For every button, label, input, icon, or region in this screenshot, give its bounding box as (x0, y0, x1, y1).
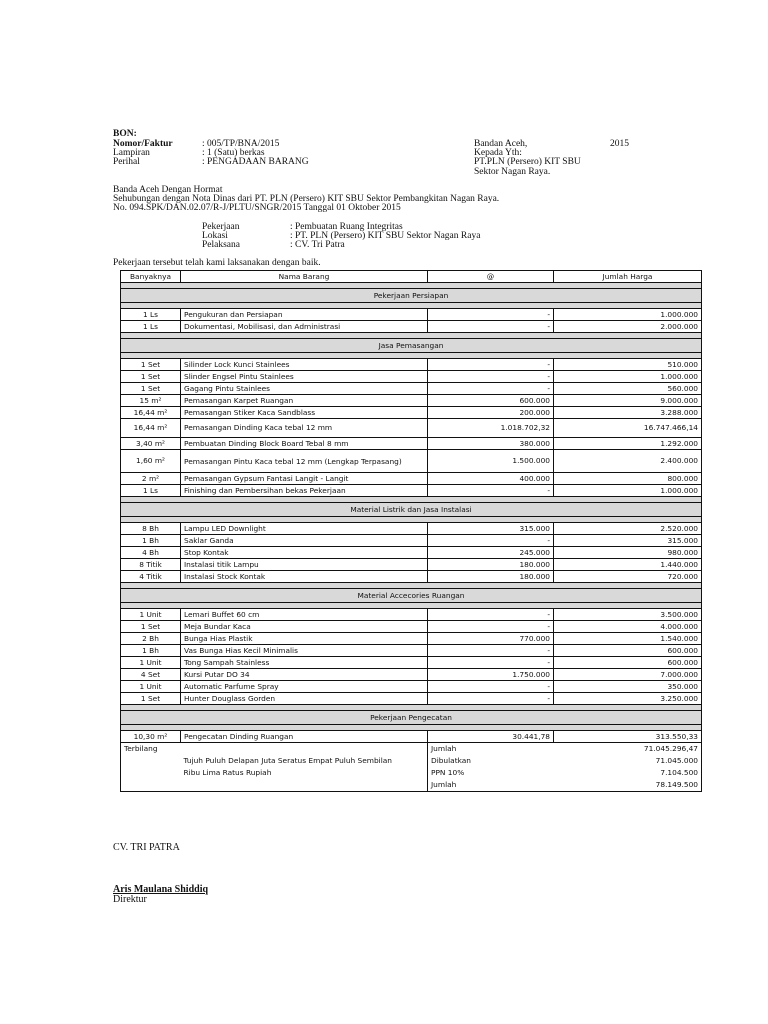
dibulatkan-label: Dibulatkan (428, 755, 554, 767)
lokasi-label: Lokasi (202, 231, 228, 241)
cell-item-name: Pemasangan Pintu Kaca tebal 12 mm (Lengkap Terpasang) (181, 450, 428, 473)
section-header-row (121, 339, 702, 353)
section-header-row (121, 503, 702, 517)
cell-total: 1.000.000 (554, 371, 702, 383)
lampiran-value: : 1 (Satu) berkas (202, 148, 265, 158)
lokasi-value: : PT. PLN (Persero) KIT SBU Sektor Nagan Raya (290, 231, 481, 241)
intro-line-1: Sehubungan dengan Nota Dinas dari PT. PLN (Persero) KIT SBU Sektor Pembangkitan Nagan Raya. (113, 194, 500, 204)
cell-qty: 4 Bh (121, 547, 181, 559)
cell-item-name: Gagang Pintu Stainlees (181, 383, 428, 395)
table-row (121, 485, 702, 497)
recipient-line-2: Sektor Nagan Raya. (474, 167, 551, 177)
table-row (121, 547, 702, 559)
table-row (121, 395, 702, 407)
cell-total: 800.000 (554, 473, 702, 485)
kepada-label: Kepada Yth: (474, 148, 522, 158)
dibulatkan-value: 71.045.000 (554, 755, 702, 767)
cell-qty: 8 Titik (121, 559, 181, 571)
cell-total: 16.747.466,14 (554, 419, 702, 438)
cell-qty: 8 Bh (121, 523, 181, 535)
table-row (121, 419, 702, 438)
terbilang-blank-4 (181, 779, 428, 792)
cell-total: 560.000 (554, 383, 702, 395)
footer-row (121, 743, 702, 756)
table-row (121, 559, 702, 571)
cell-total: 7.000.000 (554, 669, 702, 681)
perihal-label: Perihal (113, 157, 140, 167)
cell-item-name: Finishing dan Pembersihan bekas Pekerjaan (181, 485, 428, 497)
footer-row (121, 767, 702, 779)
cell-unit-price: 180.000 (428, 559, 554, 571)
cell-total: 9.000.000 (554, 395, 702, 407)
pekerjaan-value: : Pembuatan Ruang Integritas (290, 222, 403, 232)
cell-item-name: Pembuatan Dinding Block Board Tebal 8 mm (181, 438, 428, 450)
table-row (121, 383, 702, 395)
cell-item-name: Instalasi Stock Kontak (181, 571, 428, 583)
cell-item-name: Pengecatan Dinding Ruangan (181, 731, 428, 743)
cell-qty: 10,30 m² (121, 731, 181, 743)
footer-row (121, 779, 702, 792)
cell-qty: 1 Bh (121, 645, 181, 657)
cell-unit-price: 1.500.000 (428, 450, 554, 473)
cell-unit-price: 180.000 (428, 571, 554, 583)
jumlah-label: Jumlah (428, 743, 554, 756)
total-label: Jumlah (428, 779, 554, 792)
table-row (121, 633, 702, 645)
cell-total: 1.440.000 (554, 559, 702, 571)
place-date: Bandan Aceh, (474, 139, 528, 149)
table-row (121, 321, 702, 333)
table-row (121, 407, 702, 419)
table-row (121, 609, 702, 621)
cell-unit-price: - (428, 645, 554, 657)
header-jumlah-harga: Jumlah Harga (554, 271, 702, 283)
cell-item-name: Bunga Hias Plastik (181, 633, 428, 645)
cell-unit-price: - (428, 485, 554, 497)
section-title: Pekerjaan Pengecatan (121, 711, 702, 725)
cell-item-name: Meja Bundar Kaca (181, 621, 428, 633)
cell-total: 980.000 (554, 547, 702, 559)
cell-total: 1.000.000 (554, 485, 702, 497)
cell-unit-price: - (428, 657, 554, 669)
table-row (121, 621, 702, 633)
cell-qty: 1 Ls (121, 309, 181, 321)
cell-unit-price: - (428, 609, 554, 621)
table-row (121, 571, 702, 583)
cell-unit-price: 30.441,78 (428, 731, 554, 743)
lampiran-label: Lampiran (113, 148, 150, 158)
cell-qty: 1 Set (121, 621, 181, 633)
cell-unit-price: - (428, 309, 554, 321)
cell-total: 2.400.000 (554, 450, 702, 473)
section-title: Material Accecories Ruangan (121, 589, 702, 603)
cell-qty: 1 Set (121, 371, 181, 383)
header-banyaknya: Banyaknya (121, 271, 181, 283)
terbilang-blank-3 (121, 779, 181, 792)
cell-total: 600.000 (554, 657, 702, 669)
cell-item-name: Stop Kontak (181, 547, 428, 559)
cell-item-name: Tong Sampah Stainless (181, 657, 428, 669)
section-header-row (121, 589, 702, 603)
greeting: Banda Aceh Dengan Hormat (113, 185, 223, 195)
table-row (121, 645, 702, 657)
cell-item-name: Automatic Parfume Spray (181, 681, 428, 693)
cell-unit-price: 1.018.702,32 (428, 419, 554, 438)
cell-unit-price: 600.000 (428, 395, 554, 407)
terbilang-label: Terbilang (121, 743, 181, 756)
cell-item-name: Silinder Lock Kunci Stainlees (181, 359, 428, 371)
cell-total: 350.000 (554, 681, 702, 693)
nomor-value: : 005/TP/BNA/2015 (202, 139, 280, 149)
cell-item-name: Pemasangan Karpet Ruangan (181, 395, 428, 407)
header-nama-barang: Nama Barang (181, 271, 428, 283)
cell-qty: 15 m² (121, 395, 181, 407)
cell-total: 1.000.000 (554, 309, 702, 321)
cell-unit-price: 1.750.000 (428, 669, 554, 681)
cell-total: 1.292.000 (554, 438, 702, 450)
intro-line-2: No. 094.SPK/DAN.02.07/R-J/PLTU/SNGR/2015 Tanggal 01 Oktober 2015 (113, 203, 401, 213)
table-header-row (121, 271, 702, 283)
section-header-row (121, 289, 702, 303)
cell-total: 2.000.000 (554, 321, 702, 333)
terbilang-spacer (181, 743, 428, 756)
pelaksana-value: : CV. Tri Patra (290, 240, 345, 250)
cell-unit-price: 315.000 (428, 523, 554, 535)
cell-qty: 1 Set (121, 693, 181, 705)
statement: Pekerjaan tersebut telah kami laksanakan dengan baik. (113, 258, 321, 268)
section-title: Pekerjaan Persiapan (121, 289, 702, 303)
signature-title: Direktur (113, 894, 147, 905)
table-row (121, 657, 702, 669)
total-value: 78.149.500 (554, 779, 702, 792)
table-row (121, 371, 702, 383)
signature-company: CV. TRI PATRA (113, 842, 180, 853)
cell-total: 600.000 (554, 645, 702, 657)
pekerjaan-label: Pekerjaan (202, 222, 240, 232)
cell-unit-price: 200.000 (428, 407, 554, 419)
nomor-label: Nomor/Faktur (113, 139, 173, 149)
ppn-label: PPN 10% (428, 767, 554, 779)
header-harga-satuan: @ (428, 271, 554, 283)
cell-total: 3.500.000 (554, 609, 702, 621)
table-row (121, 450, 702, 473)
section-header-row (121, 711, 702, 725)
cell-unit-price: 245.000 (428, 547, 554, 559)
cell-unit-price: 400.000 (428, 473, 554, 485)
cell-item-name: Pemasangan Dinding Kaca tebal 12 mm (181, 419, 428, 438)
cell-qty: 16,44 m² (121, 419, 181, 438)
cell-unit-price: - (428, 383, 554, 395)
table-row (121, 473, 702, 485)
recipient-line-1: PT.PLN (Persero) KIT SBU (474, 157, 581, 167)
section-title: Jasa Pemasangan (121, 339, 702, 353)
cell-qty: 1 Unit (121, 609, 181, 621)
jumlah-value: 71.045.296,47 (554, 743, 702, 756)
cell-qty: 3,40 m² (121, 438, 181, 450)
bon-label: BON: (113, 129, 137, 139)
cell-unit-price: - (428, 681, 554, 693)
cell-item-name: Slinder Engsel Pintu Stainlees (181, 371, 428, 383)
cell-total: 1.540.000 (554, 633, 702, 645)
table-row (121, 309, 702, 321)
cell-qty: 1 Set (121, 359, 181, 371)
cell-item-name: Instalasi titik Lampu (181, 559, 428, 571)
cell-unit-price: - (428, 321, 554, 333)
terbilang-line-1: Tujuh Puluh Delapan Juta Seratus Empat Puluh Sembilan (183, 756, 392, 765)
terbilang-blank-2 (121, 767, 181, 779)
table-row (121, 438, 702, 450)
cell-unit-price: - (428, 621, 554, 633)
cell-total: 4.000.000 (554, 621, 702, 633)
table-row (121, 535, 702, 547)
cell-item-name: Lemari Buffet 60 cm (181, 609, 428, 621)
cell-qty: 1 Unit (121, 657, 181, 669)
cell-item-name: Saklar Ganda (181, 535, 428, 547)
table-row (121, 669, 702, 681)
year: 2015 (610, 139, 629, 149)
cell-qty: 4 Set (121, 669, 181, 681)
cell-item-name: Lampu LED Downlight (181, 523, 428, 535)
cell-unit-price: 770.000 (428, 633, 554, 645)
cell-unit-price: - (428, 693, 554, 705)
cell-item-name: Hunter Douglass Gorden (181, 693, 428, 705)
pelaksana-label: Pelaksana (202, 240, 240, 250)
cell-unit-price: - (428, 535, 554, 547)
cell-qty: 4 Titik (121, 571, 181, 583)
cell-unit-price: - (428, 371, 554, 383)
footer-row (121, 755, 702, 767)
cell-total: 3.288.000 (554, 407, 702, 419)
table-row (121, 693, 702, 705)
cell-total: 3.250.000 (554, 693, 702, 705)
cell-unit-price: 380.000 (428, 438, 554, 450)
cell-item-name: Pemasangan Stiker Kaca Sandblass (181, 407, 428, 419)
cell-item-name: Dokumentasi, Mobilisasi, dan Administrasi (181, 321, 428, 333)
cell-qty: 1 Unit (121, 681, 181, 693)
terbilang-line-2: Ribu Lima Ratus Rupiah (183, 768, 272, 777)
cell-qty: 1 Set (121, 383, 181, 395)
section-title: Material Listrik dan Jasa Instalasi (121, 503, 702, 517)
cell-total: 720.000 (554, 571, 702, 583)
cell-qty: 1,60 m² (121, 450, 181, 473)
table-row (121, 681, 702, 693)
cell-total: 510.000 (554, 359, 702, 371)
cell-unit-price: - (428, 359, 554, 371)
cell-total: 315.000 (554, 535, 702, 547)
perihal-value: : PENGADAAN BARANG (202, 157, 309, 167)
cell-item-name: Kursi Putar DO 34 (181, 669, 428, 681)
table-row (121, 359, 702, 371)
cell-total: 313.550,33 (554, 731, 702, 743)
cell-qty: 1 Ls (121, 485, 181, 497)
table-row (121, 523, 702, 535)
cell-qty: 1 Ls (121, 321, 181, 333)
cell-item-name: Pemasangan Gypsum Fantasi Langit - Langit (181, 473, 428, 485)
cell-qty: 1 Bh (121, 535, 181, 547)
cell-item-name: Vas Bunga Hias Kecil Minimalis (181, 645, 428, 657)
cell-total: 2.520.000 (554, 523, 702, 535)
items-table (120, 270, 702, 792)
ppn-value: 7.104.500 (554, 767, 702, 779)
signature-name: Aris Maulana Shiddiq (113, 884, 209, 895)
terbilang-blank-1 (121, 755, 181, 767)
cell-qty: 16,44 m² (121, 407, 181, 419)
cell-qty: 2 Bh (121, 633, 181, 645)
table-row (121, 731, 702, 743)
cell-qty: 2 m² (121, 473, 181, 485)
cell-item-name: Pengukuran dan Persiapan (181, 309, 428, 321)
